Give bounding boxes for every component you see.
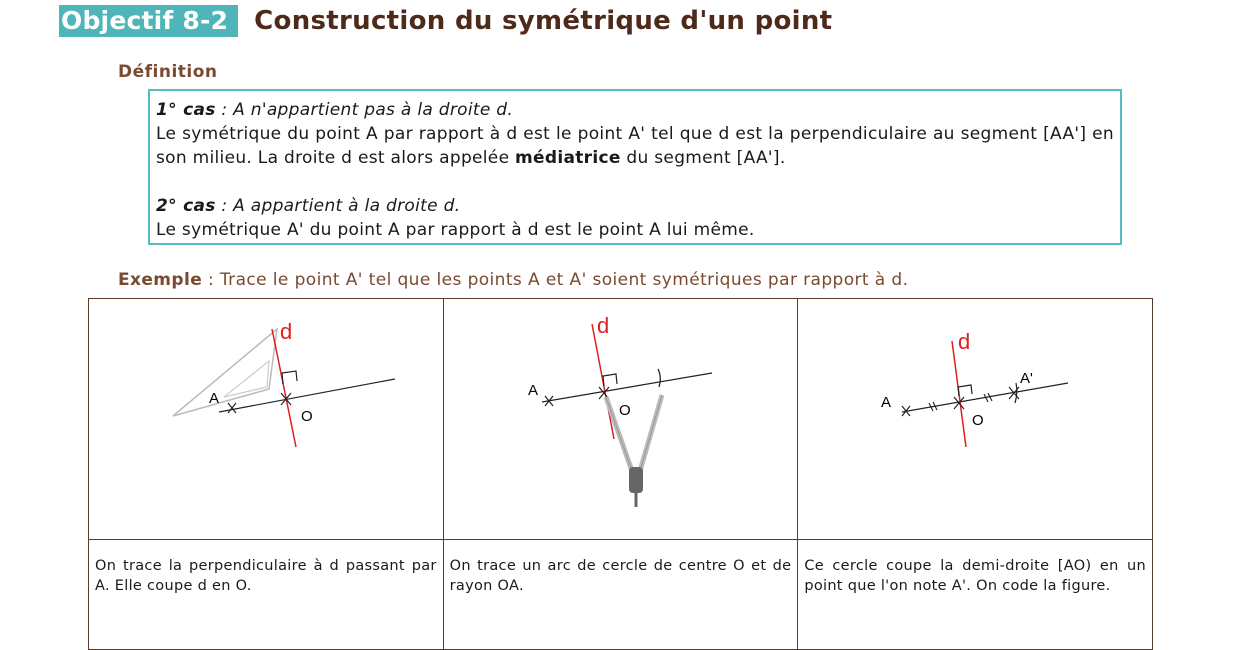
right-angle-mark	[958, 385, 972, 396]
case1-text-a: Le symétrique du point A par rapport à d est le point A' tel que d est la perpendiculaire au segment [AA'] en son milieu. La droite d est alors appelée	[156, 124, 1114, 168]
point-a-mark	[228, 403, 236, 413]
set-square-icon	[173, 329, 277, 416]
label-d: d	[596, 313, 609, 338]
right-angle-mark	[282, 371, 297, 384]
step-1-text: On trace la perpendiculaire à d passant par A. Elle coupe d en O.	[89, 540, 444, 650]
figure-step-3	[798, 299, 1153, 540]
compass-icon	[606, 395, 662, 507]
case1-text-b: du segment [AA'].	[620, 148, 786, 168]
text-row	[89, 540, 1153, 650]
step-3-text: Ce cercle coupe la demi-droite [AO) en un point que l'on note A'. On code la figure.	[798, 540, 1153, 650]
label-a: A	[209, 390, 220, 407]
line-d	[272, 329, 296, 447]
example-line	[118, 270, 908, 290]
label-a-prime: A'	[1020, 370, 1034, 387]
arc-mark	[1015, 383, 1017, 403]
page-title: Construction du symétrique d'un point	[254, 6, 833, 36]
case2-heading	[156, 194, 1114, 218]
definition-box	[148, 89, 1122, 245]
figure-step-1	[89, 299, 444, 540]
step-2-text: On trace un arc de cercle de centre O et de rayon OA.	[443, 540, 798, 650]
case1-text	[156, 122, 1114, 170]
case2-condition: : A appartient à la droite d.	[215, 196, 461, 216]
example-label: Exemple	[118, 270, 203, 290]
figure-3-svg	[798, 299, 1152, 539]
label-a: A	[881, 394, 892, 411]
arc-mark	[658, 369, 660, 387]
objective-badge: Objectif 8-2	[59, 5, 238, 37]
label-d: d	[958, 329, 971, 354]
perpendicular-line	[902, 383, 1068, 412]
label-a: A	[527, 382, 538, 399]
definition-label: Définition	[118, 62, 218, 82]
case1-title: 1° cas	[156, 100, 216, 120]
label-o: O	[972, 412, 984, 429]
case1-bold-term: médiatrice	[515, 148, 621, 168]
figure-row	[89, 299, 1153, 540]
label-o: O	[618, 402, 631, 419]
figure-step-2	[443, 299, 798, 540]
case2-title: 2° cas	[156, 196, 216, 216]
case2-text: Le symétrique A' du point A par rapport à d est le point A lui même.	[156, 220, 755, 240]
case1-condition: : A n'appartient pas à la droite d.	[215, 100, 514, 120]
perpendicular-line	[542, 373, 712, 402]
right-angle-mark	[603, 374, 617, 386]
label-d: d	[280, 319, 293, 344]
label-o: O	[301, 408, 313, 425]
header	[59, 5, 832, 37]
case1-heading	[156, 98, 1114, 122]
example-table	[88, 298, 1153, 650]
example-text: : Trace le point A' tel que les points A et A' soient symétriques par rapport à d.	[202, 270, 909, 290]
figure-1-svg	[89, 299, 443, 539]
figure-2-svg	[444, 299, 798, 539]
